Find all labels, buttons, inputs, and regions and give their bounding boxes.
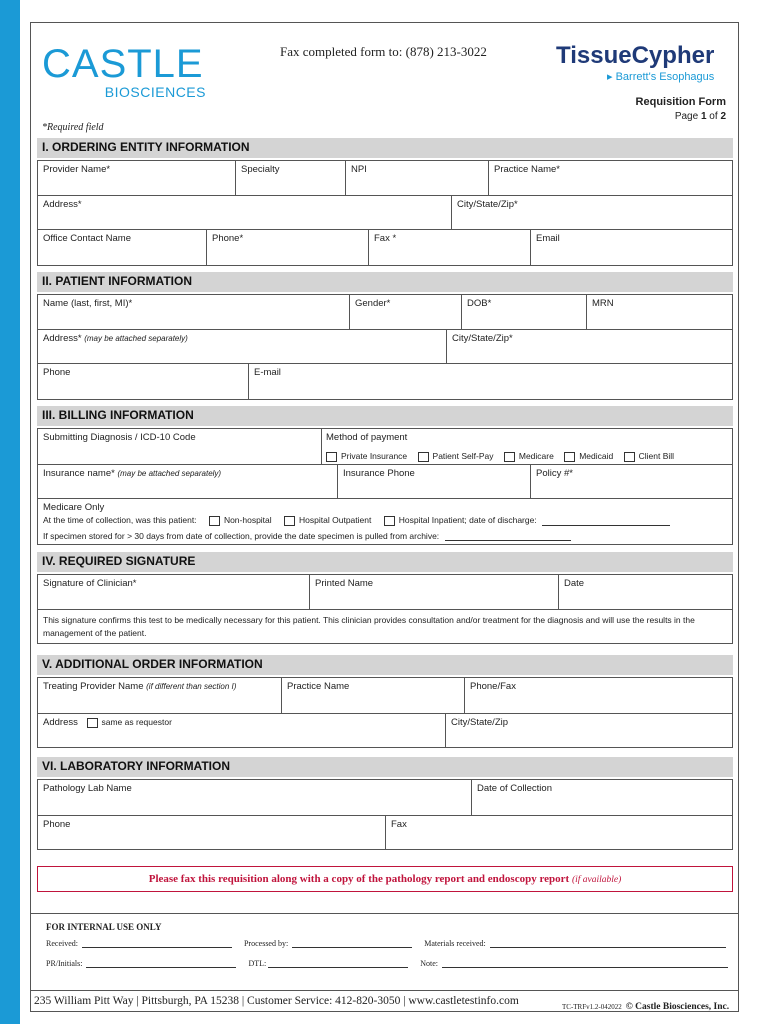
- copyright-text: © Castle Biosciences, Inc.: [625, 1002, 730, 1012]
- patient-row-3: [37, 364, 733, 400]
- note-line[interactable]: [442, 967, 728, 968]
- section-patient-title: II. PATIENT INFORMATION: [37, 272, 733, 292]
- additional-phonefax-field[interactable]: [465, 678, 732, 713]
- tissuecypher-logo-text: TissueCypher: [556, 42, 715, 69]
- note-label: Note:: [420, 959, 439, 968]
- client-bill-label: Client Bill: [638, 451, 675, 461]
- internal-use-title: FOR INTERNAL USE ONLY: [46, 922, 162, 932]
- private-insurance-checkbox[interactable]: [326, 452, 337, 462]
- tissuecypher-logo: [556, 42, 714, 83]
- pathology-lab-field[interactable]: [38, 780, 472, 815]
- page-number: 1: [700, 111, 707, 122]
- medicare-checkbox[interactable]: [504, 452, 515, 462]
- diagnosis-label: Submitting Diagnosis / ICD-10 Code: [43, 432, 196, 443]
- specialty-label: Specialty: [241, 164, 280, 175]
- received-line[interactable]: [82, 947, 232, 948]
- patient-csz-field[interactable]: [447, 330, 732, 363]
- patient-phone-label: Phone: [43, 367, 71, 378]
- lab-phone-field[interactable]: [38, 816, 386, 849]
- footer-address: 235 William Pitt Way | Pittsburgh, PA 15238 | Customer Service: 412-820-3050 | www.castletestinfo.com: [34, 995, 519, 1007]
- patient-email-label: E-mail: [254, 367, 281, 378]
- dtl-label: DTL:: [248, 959, 267, 968]
- provider-name-label: Provider Name*: [43, 164, 111, 175]
- left-accent-bar: [0, 0, 20, 1024]
- dob-label: DOB*: [467, 298, 492, 309]
- lab-phone-label: Phone: [43, 819, 71, 830]
- form-code: TC-TRFv1.2-042022: [562, 1003, 622, 1011]
- ordering-row-2: [37, 196, 733, 230]
- page-prefix: Page: [674, 111, 701, 122]
- clinician-signature-field[interactable]: [38, 575, 310, 609]
- same-as-requestor-checkbox[interactable]: [87, 718, 98, 728]
- footer-copyright: [562, 996, 729, 1014]
- section-signature-title: IV. REQUIRED SIGNATURE: [37, 552, 733, 572]
- biosciences-logo-text: BIOSCIENCES: [104, 84, 206, 100]
- signature-note: This signature confirms this test to be medically necessary for this patient. This clinician provides consultation and/or treatment for the diagnosis and will use the results in the management of the patient.: [37, 610, 733, 644]
- policy-field[interactable]: [531, 465, 732, 498]
- medicare-option[interactable]: [504, 451, 554, 461]
- clinician-signature-label: Signature of Clinician*: [43, 578, 137, 589]
- patient-status-line: [43, 515, 670, 526]
- ordering-fax-field[interactable]: [369, 230, 531, 265]
- self-pay-option[interactable]: [418, 451, 494, 461]
- page-indicator: [640, 111, 726, 122]
- billing-row-1: [37, 428, 733, 465]
- lab-fax-label: Fax: [391, 819, 407, 830]
- additional-row-1: [37, 677, 733, 714]
- office-contact-field[interactable]: [38, 230, 207, 265]
- mrn-field[interactable]: [587, 295, 732, 329]
- materials-line[interactable]: [490, 947, 726, 948]
- pr-initials-line[interactable]: [86, 967, 236, 968]
- required-note: *Required field: [42, 122, 104, 133]
- archive-date-line[interactable]: [445, 540, 571, 541]
- barretts-logo-text: ▸ Barrett's Esophagus: [607, 71, 715, 83]
- castle-logo-text: CASTLE: [42, 42, 204, 86]
- additional-address-label: Address: [43, 717, 78, 728]
- client-bill-option[interactable]: [624, 451, 674, 461]
- additional-csz-label: City/State/Zip: [451, 717, 509, 728]
- self-pay-checkbox[interactable]: [418, 452, 429, 462]
- patient-address-field[interactable]: [38, 330, 447, 363]
- ordering-phone-label: Phone*: [212, 233, 244, 244]
- patient-name-label: Name (last, first, MI)*: [43, 298, 133, 309]
- additional-row-2: [37, 714, 733, 748]
- internal-divider: [30, 913, 739, 914]
- same-as-requestor-label: same as requestor: [101, 717, 172, 727]
- footer-divider: [30, 990, 739, 991]
- billing-row-2: [37, 465, 733, 499]
- signature-row: [37, 574, 733, 610]
- specialty-field[interactable]: [236, 161, 346, 195]
- ordering-address-field[interactable]: [38, 196, 452, 229]
- inpatient-option[interactable]: [384, 515, 537, 525]
- treating-provider-field[interactable]: [38, 678, 282, 713]
- npi-field[interactable]: [346, 161, 489, 195]
- medicare-only-label: Medicare Only: [43, 502, 105, 513]
- private-insurance-option[interactable]: [326, 451, 407, 461]
- medicare-label: Medicare: [518, 451, 554, 461]
- ordering-fax-label: Fax *: [374, 233, 397, 244]
- patient-address-label: Address*: [43, 333, 82, 344]
- section-billing-title: III. BILLING INFORMATION: [37, 406, 733, 426]
- practice-name-field[interactable]: [489, 161, 732, 195]
- outpatient-option[interactable]: [284, 515, 371, 525]
- pr-initials-label: PR/Initials:: [46, 959, 83, 968]
- dob-field[interactable]: [462, 295, 587, 329]
- ordering-address-label: Address*: [43, 199, 82, 210]
- insurance-phone-field[interactable]: [338, 465, 531, 498]
- medicaid-label: Medicaid: [579, 451, 614, 461]
- additional-practice-label: Practice Name: [287, 681, 350, 692]
- section-lab-title: VI. LABORATORY INFORMATION: [37, 757, 733, 777]
- section-ordering-title: I. ORDERING ENTITY INFORMATION: [37, 138, 733, 158]
- ordering-row-1: [37, 160, 733, 196]
- pathology-lab-label: Pathology Lab Name: [43, 783, 132, 794]
- payment-method-group: [322, 429, 732, 464]
- additional-phonefax-label: Phone/Fax: [470, 681, 516, 692]
- payment-method-label: Method of payment: [326, 432, 408, 443]
- patient-email-field[interactable]: [249, 364, 732, 399]
- provider-name-field[interactable]: [38, 161, 236, 195]
- private-insurance-label: Private Insurance: [341, 451, 408, 461]
- outpatient-label: Hospital Outpatient: [299, 515, 372, 525]
- processed-line[interactable]: [292, 947, 412, 948]
- printed-name-field[interactable]: [310, 575, 559, 609]
- fax-notice-box: [37, 866, 733, 892]
- fax-notice-text: Please fax this requisition along with a copy of the pathology report and endoscopy report: [148, 873, 570, 885]
- patient-row-2: [37, 330, 733, 364]
- insurance-name-note: (may be attached separately): [117, 469, 222, 478]
- fax-instruction: Fax completed form to: (878) 213-3022: [280, 44, 487, 59]
- ordering-csz-field[interactable]: [452, 196, 732, 229]
- patient-address-note: (may be attached separately): [84, 334, 188, 343]
- received-label: Received:: [46, 939, 78, 948]
- internal-row-2: [46, 959, 728, 968]
- ordering-row-3: [37, 230, 733, 266]
- internal-row-1: [46, 939, 726, 948]
- insurance-phone-label: Insurance Phone: [343, 468, 415, 479]
- gender-label: Gender*: [355, 298, 391, 309]
- lab-row-1: [37, 779, 733, 816]
- dtl-line[interactable]: [268, 967, 408, 968]
- additional-practice-field[interactable]: [282, 678, 465, 713]
- policy-label: Policy #*: [536, 468, 573, 479]
- treating-provider-label: Treating Provider Name: [43, 681, 144, 692]
- treating-provider-note: (if different than section I): [146, 682, 237, 691]
- practice-name-label: Practice Name*: [494, 164, 560, 175]
- insurance-name-label: Insurance name*: [43, 468, 115, 479]
- collection-date-field[interactable]: [472, 780, 732, 815]
- non-hospital-option[interactable]: [209, 515, 272, 525]
- form-title: Requisition Form: [635, 96, 726, 108]
- page-total: 2: [720, 111, 726, 122]
- ordering-email-label: Email: [536, 233, 560, 244]
- outpatient-checkbox[interactable]: [284, 516, 295, 526]
- section-additional-title: V. ADDITIONAL ORDER INFORMATION: [37, 655, 733, 675]
- non-hospital-checkbox[interactable]: [209, 516, 220, 526]
- patient-csz-label: City/State/Zip*: [452, 333, 513, 344]
- same-as-requestor-option[interactable]: [87, 717, 172, 727]
- payment-options: [326, 451, 674, 462]
- ordering-email-field[interactable]: [531, 230, 732, 265]
- mrn-label: MRN: [592, 298, 614, 309]
- inpatient-checkbox[interactable]: [384, 516, 395, 526]
- printed-name-label: Printed Name: [315, 578, 374, 589]
- materials-label: Materials received:: [424, 939, 486, 948]
- archive-date-label: If specimen stored for > 30 days from date of collection, provide the date specimen is pulled from archive:: [43, 531, 440, 541]
- additional-address-field[interactable]: [38, 714, 446, 747]
- medicaid-option[interactable]: [564, 451, 613, 461]
- ordering-csz-label: City/State/Zip*: [457, 199, 518, 210]
- discharge-date-line[interactable]: [542, 525, 670, 526]
- self-pay-label: Patient Self-Pay: [432, 451, 494, 461]
- lab-fax-field[interactable]: [386, 816, 732, 849]
- fax-notice-note: (if available): [571, 875, 622, 885]
- billing-row-3: [37, 499, 733, 545]
- client-bill-checkbox[interactable]: [624, 452, 635, 462]
- signature-date-label: Date: [564, 578, 585, 589]
- non-hospital-label: Non-hospital: [223, 515, 272, 525]
- patient-name-field[interactable]: [38, 295, 350, 329]
- insurance-name-field[interactable]: [38, 465, 338, 498]
- medicaid-checkbox[interactable]: [564, 452, 575, 462]
- collection-status-label: At the time of collection, was this patient:: [43, 515, 197, 525]
- archive-date-line-row: [43, 531, 571, 541]
- page-of: of: [706, 111, 721, 122]
- patient-phone-field[interactable]: [38, 364, 249, 399]
- office-contact-label: Office Contact Name: [43, 233, 132, 244]
- lab-row-2: [37, 816, 733, 850]
- ordering-phone-field[interactable]: [207, 230, 369, 265]
- diagnosis-field[interactable]: [38, 429, 322, 464]
- signature-date-field[interactable]: [559, 575, 732, 609]
- processed-label: Processed by:: [243, 939, 289, 948]
- inpatient-label: Hospital Inpatient; date of discharge:: [398, 515, 537, 525]
- castle-logo: [42, 44, 212, 100]
- additional-csz-field[interactable]: [446, 714, 732, 747]
- gender-field[interactable]: [350, 295, 462, 329]
- collection-date-label: Date of Collection: [477, 783, 552, 794]
- patient-row-1: [37, 294, 733, 330]
- npi-label: NPI: [351, 164, 367, 175]
